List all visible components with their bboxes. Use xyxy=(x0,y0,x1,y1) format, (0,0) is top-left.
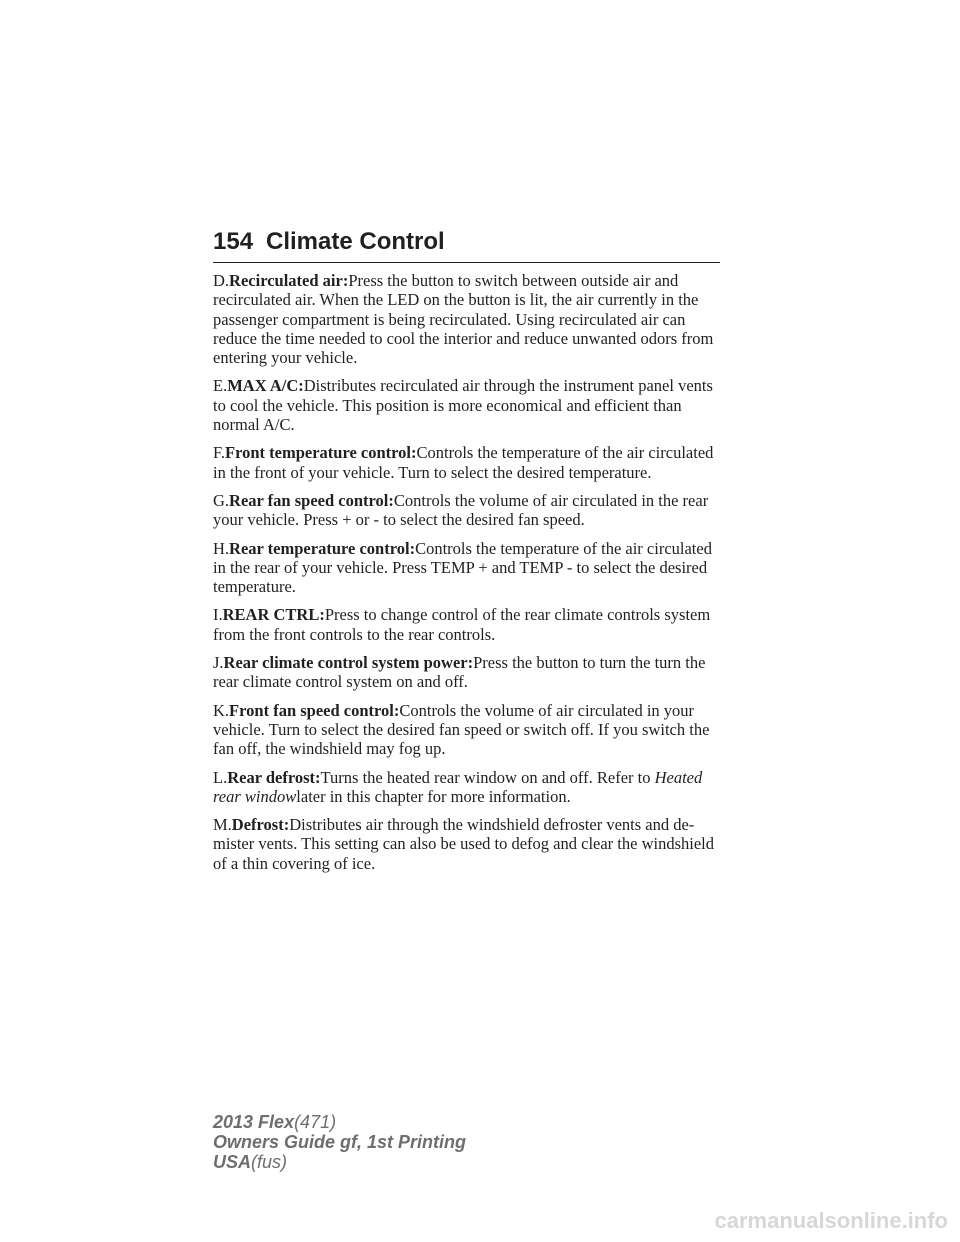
entry-front-fan-speed-control xyxy=(213,701,723,759)
entry-text: Distributes air through the windshield defroster vents and de-mister vents. This setting can also be used to defog and clear the windshield of a thin covering of ice. xyxy=(213,815,714,873)
entry-rear-fan-speed-control xyxy=(213,491,723,530)
entry-rear-ctrl xyxy=(213,605,723,644)
chapter-title: Climate Control xyxy=(266,228,445,255)
entry-term: Rear temperature control: xyxy=(229,538,416,558)
entry-rear-defrost xyxy=(213,768,723,807)
entry-letter: F. xyxy=(213,443,225,463)
entry-term: Rear fan speed control: xyxy=(229,490,394,510)
footer-line-model xyxy=(213,1112,466,1132)
entry-term: MAX A/C: xyxy=(227,376,304,396)
entry-text: Distributes recirculated air through the instrument panel vents to cool the vehicle. This position is more economical and efficient than normal A/C. xyxy=(213,376,713,435)
page-number: 154 xyxy=(213,228,254,255)
entry-front-temperature-control xyxy=(213,443,723,482)
entry-text: Controls the volume of air circulated in the rear your vehicle. Press + or - to select the desired fan speed. xyxy=(213,490,709,530)
entry-rear-climate-power xyxy=(213,653,723,692)
footer-guide: Owners Guide gf, 1st Printing xyxy=(213,1132,467,1152)
page-header xyxy=(213,228,720,263)
entry-text: Controls the temperature of the air circulated in the front of your vehicle. Turn to select the desired temperature. xyxy=(213,443,714,482)
entry-term: Defrost: xyxy=(231,815,290,835)
entry-text-after: later in this chapter for more information. xyxy=(296,786,571,806)
entry-letter: H. xyxy=(213,538,230,558)
entry-term: Front temperature control: xyxy=(224,443,417,463)
entry-text: Controls the volume of air circulated in your vehicle. Turn to select the desired fan speed or switch off. If you switch the fan off, the windshield may fog up. xyxy=(213,700,710,759)
entry-letter: J. xyxy=(213,653,224,673)
entry-letter: G. xyxy=(213,490,230,510)
entry-text: Press the button to turn the turn the rear climate control system on and off. xyxy=(213,653,706,692)
footer-model-code: (471) xyxy=(294,1112,337,1132)
document-footer xyxy=(213,1112,466,1172)
entry-term: Rear climate control system power: xyxy=(223,653,474,673)
entry-recirculated-air xyxy=(213,271,723,367)
footer-market-code: (fus) xyxy=(251,1152,288,1172)
entry-defrost xyxy=(213,815,723,873)
entry-max-ac xyxy=(213,376,723,434)
entry-letter: M. xyxy=(213,815,232,835)
entry-text: Press to change control of the rear climate controls system from the front controls to the rear controls. xyxy=(213,605,711,644)
entry-term: REAR CTRL: xyxy=(222,605,325,625)
entry-letter: L. xyxy=(213,767,228,787)
entry-term: Front fan speed control: xyxy=(229,700,400,720)
entry-text: Turns the heated rear window on and off. Refer to xyxy=(320,767,651,787)
entry-term: Rear defrost: xyxy=(227,767,321,787)
entry-letter: K. xyxy=(213,700,230,720)
entry-text: Press the button to switch between outside air and recirculated air. When the LED on the button is lit, the air currently in the passenger compartment is being recirculated. Using recirculated air can reduce the time needed to cool the interior and reduce unwanted odors from entering your vehicle. xyxy=(213,271,714,368)
page-content xyxy=(213,271,723,882)
watermark: carmanualsonline.info xyxy=(714,1208,948,1233)
entry-letter: E. xyxy=(213,376,228,396)
footer-line-market xyxy=(213,1152,466,1172)
entry-rear-temperature-control xyxy=(213,539,723,597)
entry-letter: I. xyxy=(213,605,223,625)
footer-line-guide xyxy=(213,1132,466,1152)
entry-term: Recirculated air: xyxy=(229,271,349,290)
entry-text: Controls the temperature of the air circulated in the rear of your vehicle. Press TEMP + and TEMP - to select the desired temperature. xyxy=(213,538,712,597)
footer-market: USA xyxy=(213,1152,252,1172)
entry-letter: D. xyxy=(213,271,230,290)
cross-reference: Heated rear window xyxy=(213,767,703,806)
footer-model: 2013 Flex xyxy=(213,1112,295,1132)
